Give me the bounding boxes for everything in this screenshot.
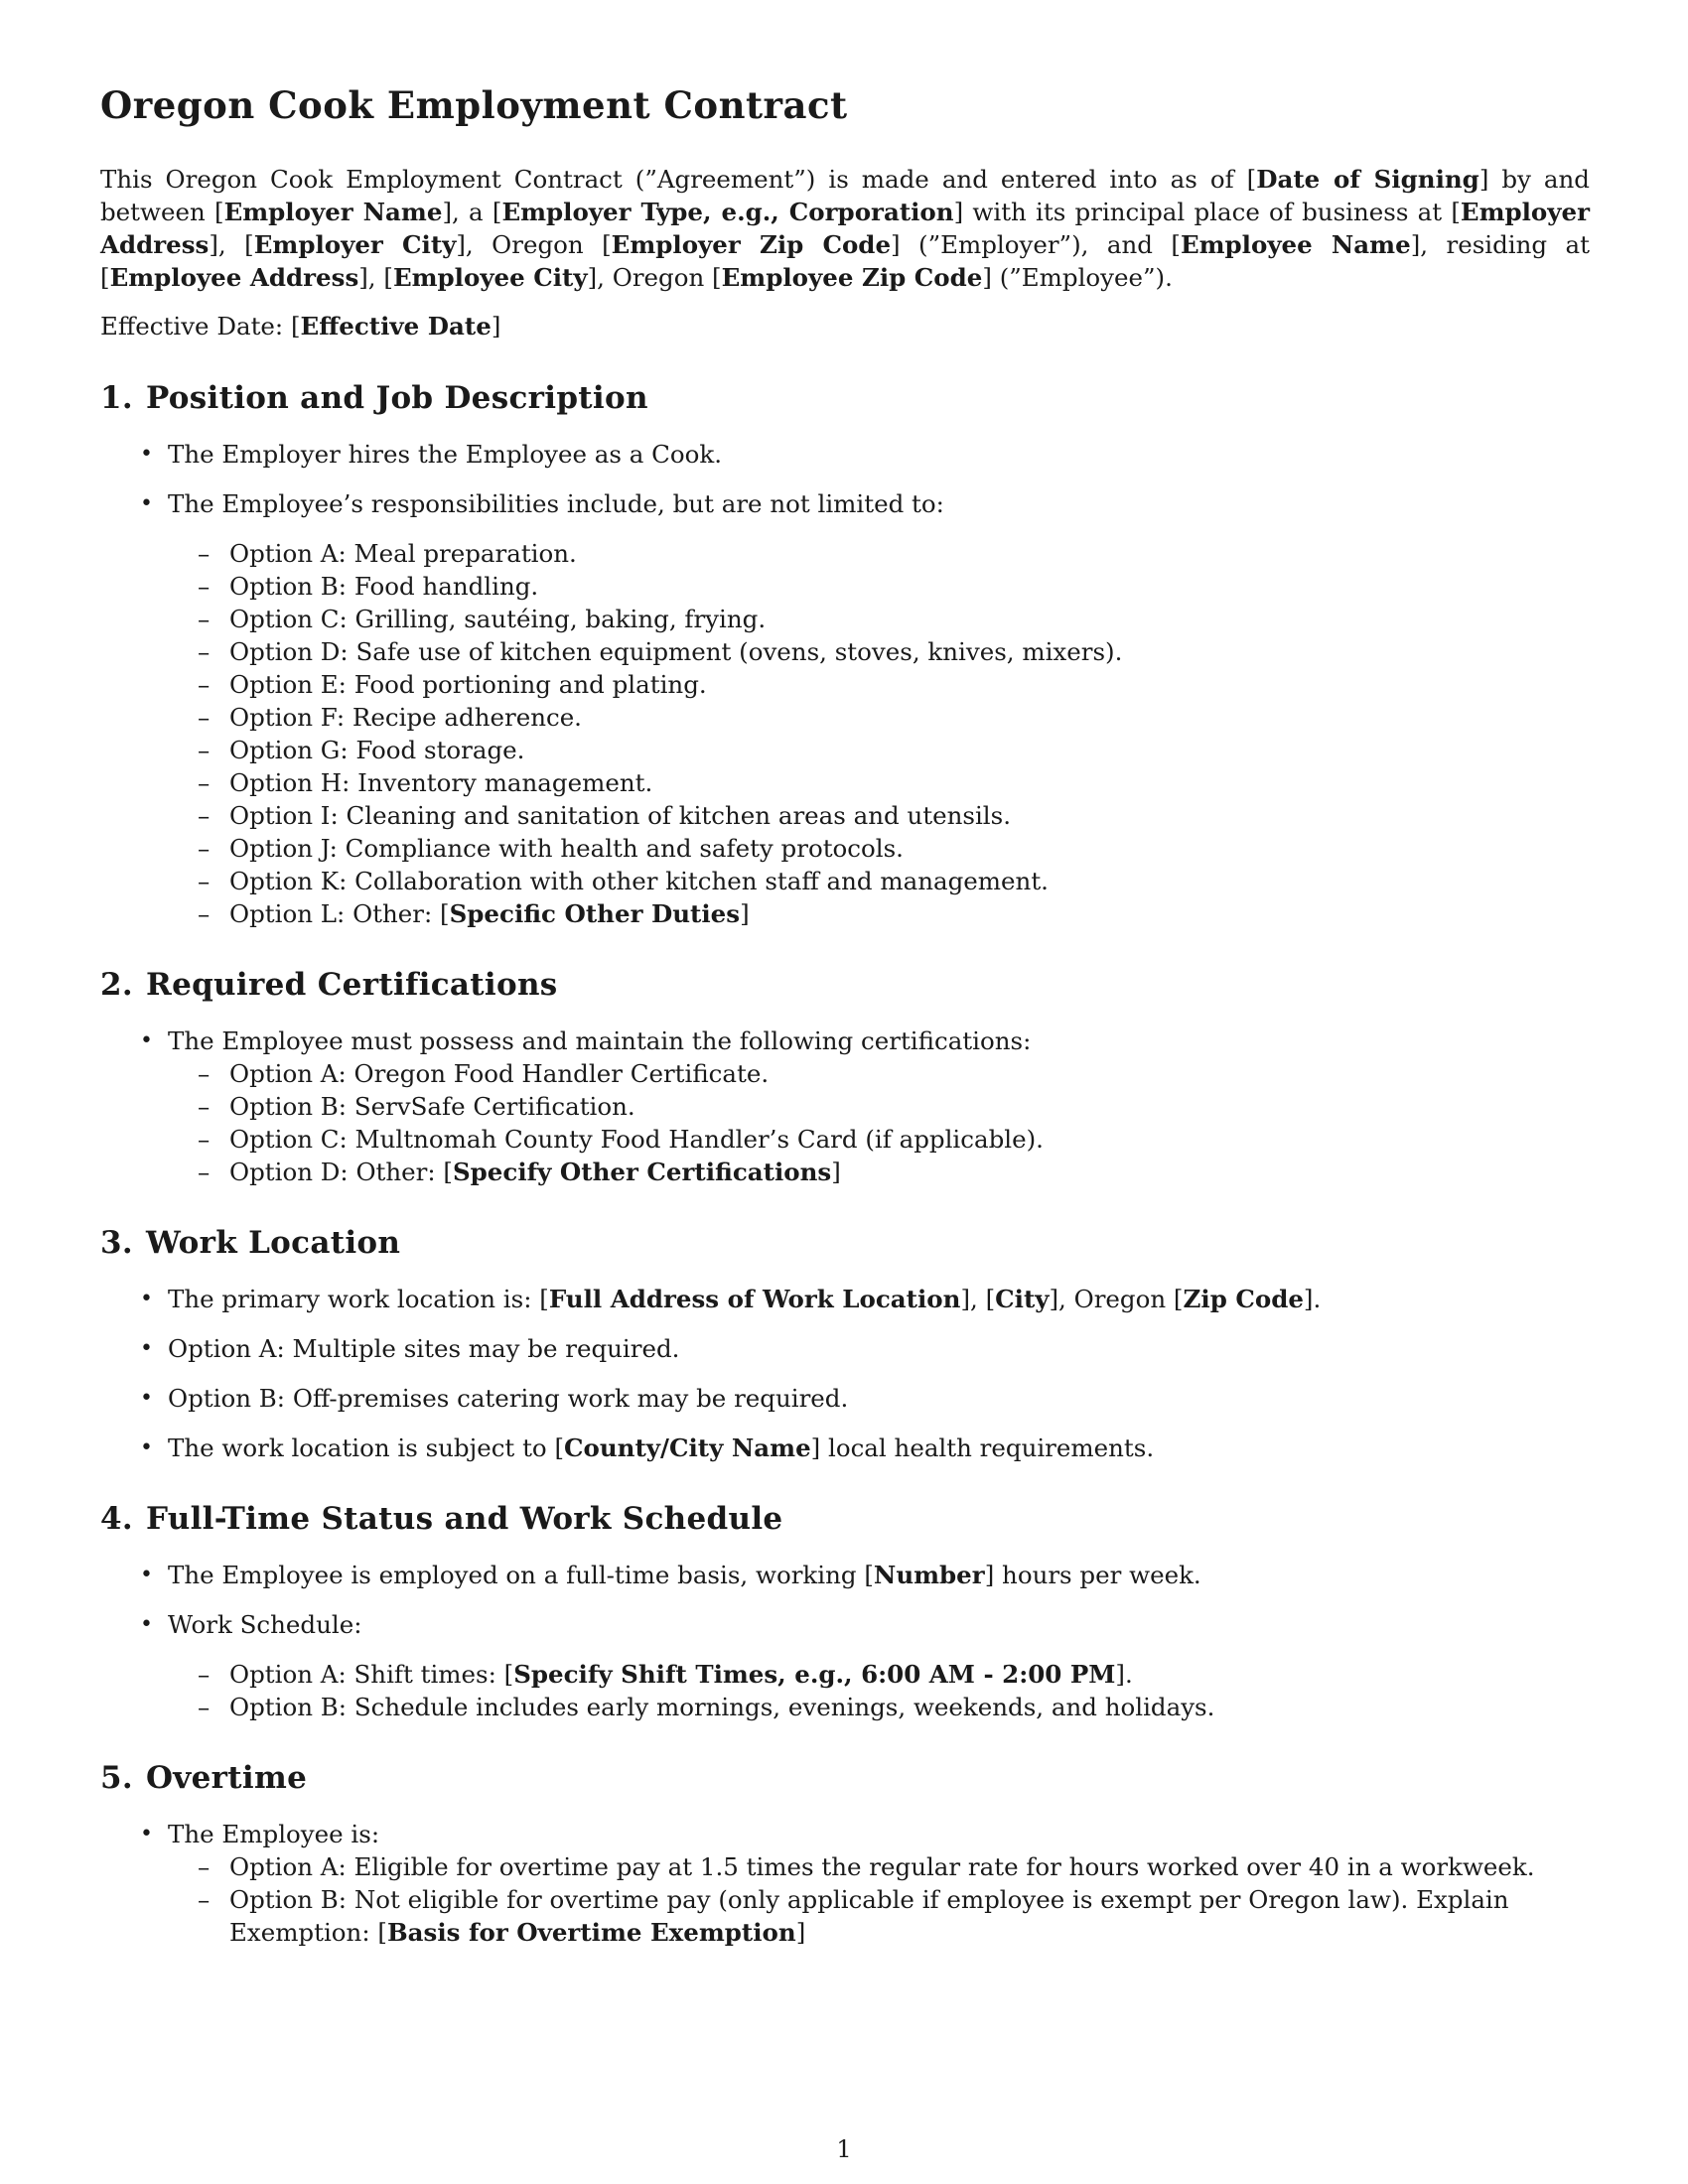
option-list xyxy=(168,1057,1590,1188)
section-heading: 2. Required Certifications xyxy=(100,967,558,1003)
option-item: – Option A: Meal preparation. xyxy=(198,539,577,568)
bullet-icon: • xyxy=(140,1287,153,1311)
county-city-placeholder: County/City Name xyxy=(564,1433,811,1462)
other-certifications-placeholder: Specify Other Certifications xyxy=(452,1158,832,1186)
list-item: • Work Schedule: – Option A: Shift times: [Specify Shift Times, e.g., 6:00 AM - 2:00 PM]. – Option B: Schedule includes early mornings, evenings, weekends, and holidays. xyxy=(100,1608,1590,1723)
dash-icon: – xyxy=(198,899,211,928)
option-item: – Option A: Shift times: [Specify Shift Times, e.g., 6:00 AM - 2:00 PM]. xyxy=(198,1660,1133,1689)
section-position xyxy=(100,380,1590,930)
list-item: • The work location is subject to [County/City Name] local health requirements. xyxy=(140,1433,1155,1462)
bullet-icon: • xyxy=(140,1435,153,1460)
option-item: – Option B: Schedule includes early mornings, evenings, weekends, and holidays. xyxy=(198,1693,1215,1721)
employer-zip-placeholder: Employer Zip Code xyxy=(611,230,892,259)
option-item: – Option C: Grilling, sautéing, baking, frying. xyxy=(198,605,767,633)
list-item: • The Employee must possess and maintain the following certifications: – Option A: Oregon Food Handler Certificate. – Option B: ServSafe Certification. – Option C: Multnomah County Food Handler’s Card (if applicable). – Option D: Other: [Specify Other Certifications] xyxy=(100,1024,1590,1188)
dash-icon: – xyxy=(198,1158,211,1186)
dash-icon: – xyxy=(198,1885,211,1914)
option-item: – Option C: Multnomah County Food Handler’s Card (if applicable). xyxy=(198,1125,1044,1154)
dash-icon: – xyxy=(198,1693,211,1721)
intro-paragraph: This Oregon Cook Employment Contract (”Agreement”) is made and entered into as of [Date of Signing] by and between [Employer Name], a [Employer Type, e.g., Corporation] with its principal place of business at [Employer Address], [Employer City], Oregon [Employer Zip Code] (”Employer”), and [Employee Name], residing at [Employee Address], [Employee City], Oregon [Employee Zip Code] (”Employee”). xyxy=(100,165,1590,292)
dash-icon: – xyxy=(198,1059,211,1088)
list-item: • The Employer hires the Employee as a Cook. xyxy=(140,440,722,469)
bullet-icon: • xyxy=(140,1028,153,1053)
overtime-exemption-placeholder: Basis for Overtime Exemption xyxy=(386,1918,796,1947)
other-duties-placeholder: Specific Other Duties xyxy=(449,899,741,928)
dash-icon: – xyxy=(198,834,211,863)
option-item: – Option B: Food handling. xyxy=(198,572,539,601)
dash-icon: – xyxy=(198,670,211,699)
option-item: – Option L: Other: [Specific Other Duties] xyxy=(198,899,750,928)
option-item: – Option H: Inventory management. xyxy=(198,768,653,797)
hours-number-placeholder: Number xyxy=(873,1561,985,1589)
section-overtime xyxy=(100,1760,1590,1949)
work-address-placeholder: Full Address of Work Location xyxy=(548,1285,961,1313)
option-item: – Option B: ServSafe Certification. xyxy=(198,1092,635,1121)
document-content xyxy=(100,83,1590,1985)
bullet-icon: • xyxy=(140,1822,153,1846)
bullet-icon: • xyxy=(140,442,153,467)
option-item: – Option I: Cleaning and sanitation of kitchen areas and utensils. xyxy=(198,801,1011,830)
effective-date-placeholder: Effective Date xyxy=(300,312,492,341)
bullet-list xyxy=(100,1024,1590,1188)
dash-icon: – xyxy=(198,768,211,797)
page-number: 1 xyxy=(836,2135,852,2163)
bullet-icon: • xyxy=(140,1336,153,1361)
section-heading: 5. Overtime xyxy=(100,1760,308,1796)
section-heading: 3. Work Location xyxy=(100,1225,401,1261)
work-city-placeholder: City xyxy=(995,1285,1050,1313)
option-item: – Option K: Collaboration with other kitchen staff and management. xyxy=(198,867,1049,895)
dash-icon: – xyxy=(198,572,211,601)
list-item: • The Employee is: – Option A: Eligible for overtime pay at 1.5 times the regular rate for hours worked over 40 in a workweek. – Option B: Not eligible for overtime pay (only applicable if employee is exempt per Oregon law). Explain Exemption: [Basis for Overtime Exemption] xyxy=(100,1818,1590,1949)
dash-icon: – xyxy=(198,605,211,633)
employer-city-placeholder: Employer City xyxy=(253,230,457,259)
bullet-list xyxy=(100,438,1590,930)
dash-icon: – xyxy=(198,1092,211,1121)
dash-icon: – xyxy=(198,1660,211,1689)
employee-address-placeholder: Employee Address xyxy=(109,263,359,292)
dash-icon: – xyxy=(198,637,211,666)
bullet-icon: • xyxy=(140,1612,153,1637)
option-item: – Option A: Eligible for overtime pay at 1.5 times the regular rate for hours worked over 40 in a workweek. xyxy=(198,1852,1535,1881)
employer-name-placeholder: Employer Name xyxy=(223,198,443,226)
document-title: Oregon Cook Employment Contract xyxy=(100,83,848,127)
option-item: – Option G: Food storage. xyxy=(198,736,525,764)
section-certifications xyxy=(100,967,1590,1188)
dash-icon: – xyxy=(198,801,211,830)
option-item: – Option E: Food portioning and plating. xyxy=(198,670,707,699)
shift-times-placeholder: Specify Shift Times, e.g., 6:00 AM - 2:00 PM xyxy=(513,1660,1116,1689)
list-item: • Option B: Off-premises catering work may be required. xyxy=(140,1384,849,1413)
section-heading: 4. Full-Time Status and Work Schedule xyxy=(100,1501,783,1537)
dash-icon: – xyxy=(198,539,211,568)
bullet-icon: • xyxy=(140,491,153,516)
option-item: – Option B: Not eligible for overtime pay (only applicable if employee is exempt per Oregon law). Explain Exemption: [Basis for Overtime Exemption] xyxy=(198,1885,1509,1947)
date-of-signing-placeholder: Date of Signing xyxy=(1256,165,1479,194)
section-schedule xyxy=(100,1501,1590,1723)
employee-zip-placeholder: Employee Zip Code xyxy=(721,263,983,292)
dash-icon: – xyxy=(198,703,211,732)
list-item: • The Employee is employed on a full-time basis, working [Number] hours per week. xyxy=(140,1561,1201,1589)
bullet-list xyxy=(100,1559,1590,1723)
option-item: – Option D: Safe use of kitchen equipment (ovens, stoves, knives, mixers). xyxy=(198,637,1123,666)
option-item: – Option F: Recipe adherence. xyxy=(198,703,582,732)
section-work-location xyxy=(100,1225,1590,1464)
work-zip-placeholder: Zip Code xyxy=(1183,1285,1304,1313)
effective-date-line: Effective Date: [Effective Date] xyxy=(100,312,501,341)
option-item: – Option A: Oregon Food Handler Certificate. xyxy=(198,1059,770,1088)
list-item: • The primary work location is: [Full Address of Work Location], [City], Oregon [Zip Code]. xyxy=(140,1285,1322,1313)
dash-icon: – xyxy=(198,867,211,895)
employee-name-placeholder: Employee Name xyxy=(1180,230,1411,259)
list-item: • Option A: Multiple sites may be required. xyxy=(140,1334,680,1363)
dash-icon: – xyxy=(198,1125,211,1154)
dash-icon: – xyxy=(198,1852,211,1881)
list-item: • The Employee’s responsibilities include, but are not limited to: – Option A: Meal preparation. – Option B: Food handling. – Option C: Grilling, sautéing, baking, frying. – Option D: Safe use of kitchen equipment (ovens, stoves, knives, mixers). – Option E: Food portioning and plating. – Option F: Recipe adherence. – Option G: Food storage. – Option H: Inventory management. – Option I: Cleaning and sanitation of kitchen areas and utensils. – Option J: Compliance with health and safety protocols. – Option K: Collaboration with other kitchen staff and management. – Option L: Other: [Specific Other Duties] xyxy=(100,487,1590,930)
section-heading: 1. Position and Job Description xyxy=(100,380,648,416)
option-list xyxy=(168,1658,1590,1723)
option-item: – Option J: Compliance with health and safety protocols. xyxy=(198,834,904,863)
dash-icon: – xyxy=(198,736,211,764)
employer-type-placeholder: Employer Type, e.g., Corporation xyxy=(501,198,954,226)
bullet-list xyxy=(100,1818,1590,1949)
option-item: – Option D: Other: [Specify Other Certifications] xyxy=(198,1158,841,1186)
bullet-icon: • xyxy=(140,1563,153,1587)
employer-address-placeholder: Employer Address xyxy=(100,198,1590,259)
option-list xyxy=(168,537,1590,930)
bullet-list xyxy=(100,1283,1590,1464)
option-list xyxy=(168,1850,1590,1949)
employee-city-placeholder: Employee City xyxy=(392,263,588,292)
bullet-icon: • xyxy=(140,1386,153,1411)
